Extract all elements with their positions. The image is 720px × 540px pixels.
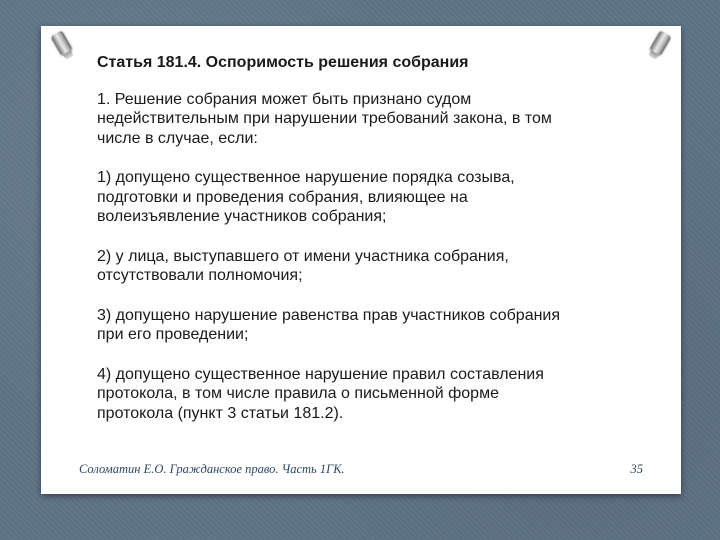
page-number: 35 [630,462,643,476]
footer-author: Соломатин Е.О. Гражданское право. Часть 1ГК. [79,462,345,476]
pushpin-icon [649,30,671,56]
paragraph-item-2: 2) у лица, выступавшего от имени участника собрания, отсутствовали полномочия; [97,247,509,284]
slide-footer [41,462,681,482]
paragraph-intro: 1. Решение собрания может быть признано судом недействительным при нарушении требований закона, в том числе в случае, если: [97,90,552,147]
article-title: Статья 181.4. Оспоримость решения собрания [97,54,469,71]
slide-content [97,53,657,423]
paragraph-item-4: 4) допущено существенное нарушение правил составления протокола, в том числе правила о письменной форме протокола (пункт 3 статьи 181.2). [97,365,544,422]
slide-card [41,26,681,494]
paragraph-item-3: 3) допущено нарушение равенства прав участников собрания при его проведении; [97,306,561,343]
pushpin-icon [50,30,72,56]
paragraph-item-1: 1) допущено существенное нарушение порядка созыва, подготовки и проведения собрания, влияющее на волеизъявление участников собрания; [97,169,515,225]
